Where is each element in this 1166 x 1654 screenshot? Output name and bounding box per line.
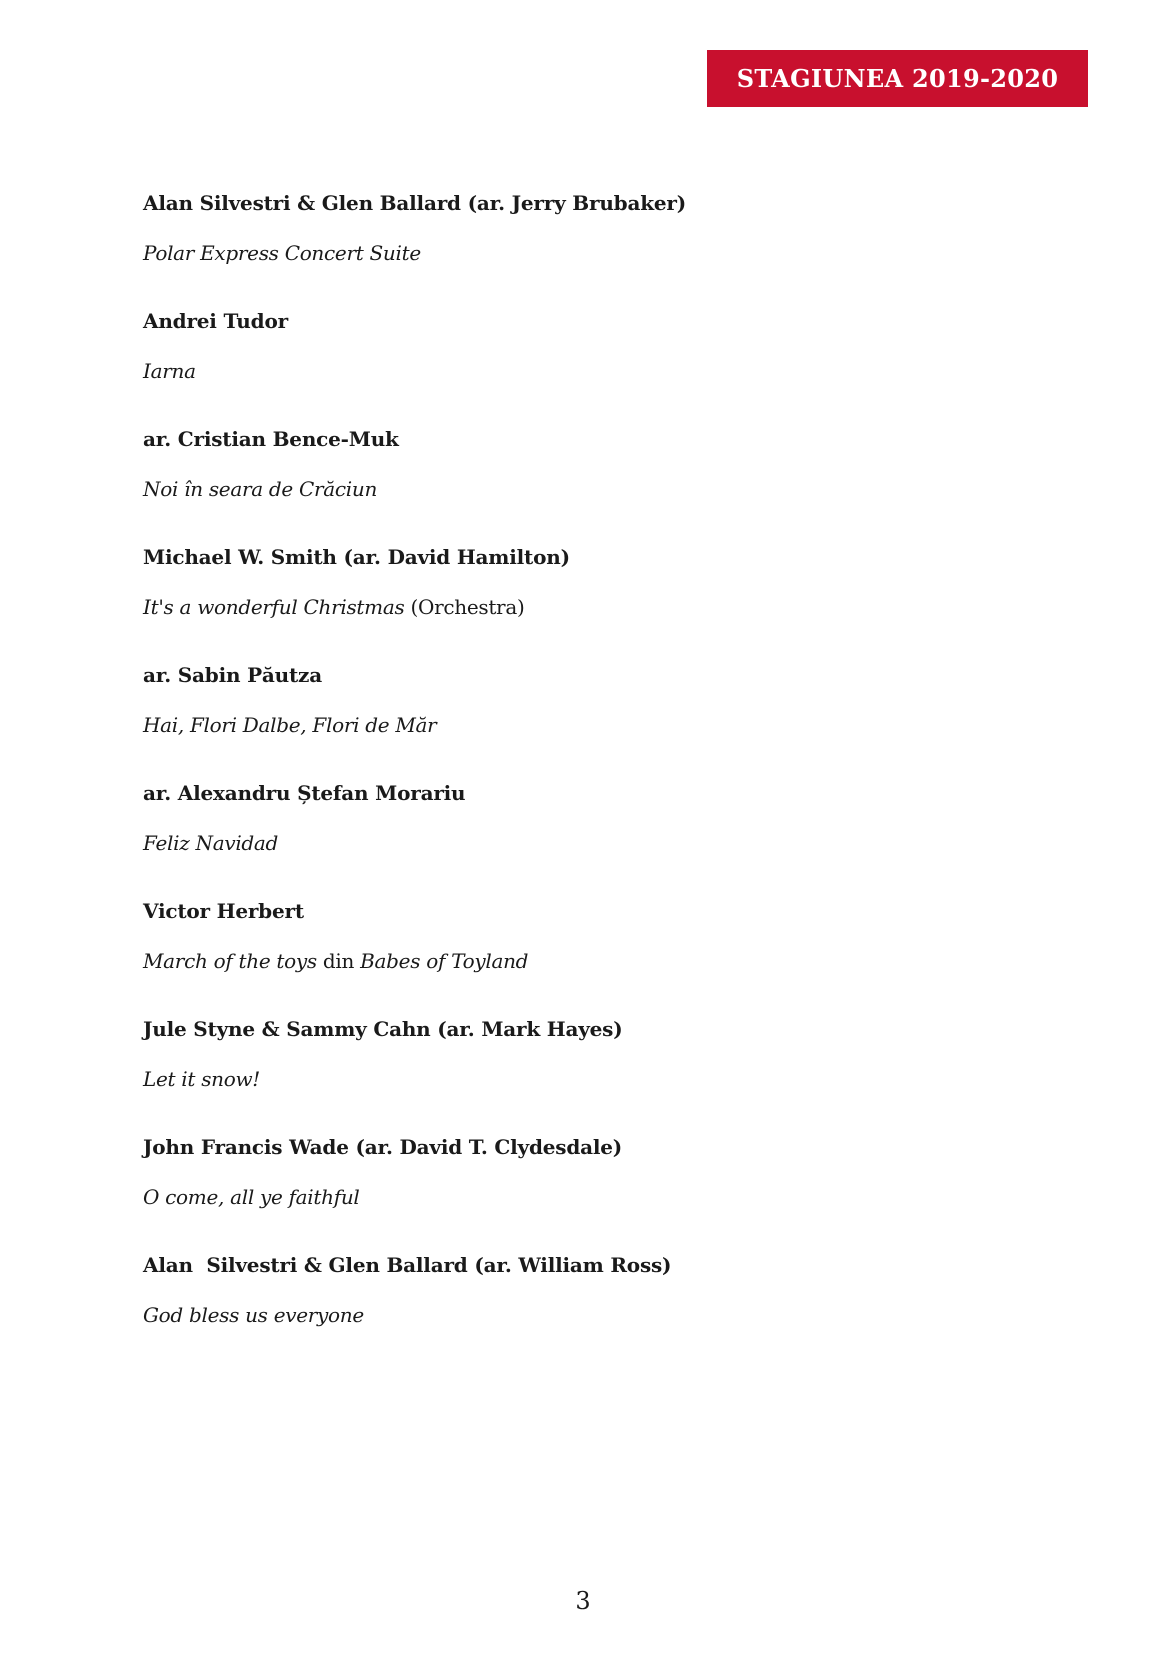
composer-name: John Francis Wade (ar. David T. Clydesdale) — [143, 1135, 623, 1159]
composer-name: ar. Cristian Bence-Muk — [143, 427, 399, 451]
work-title — [143, 936, 1103, 986]
program-item — [143, 768, 1103, 886]
composer-name: ar. Sabin Păutza — [143, 663, 322, 687]
work-title — [143, 700, 1103, 750]
program-list — [143, 178, 1103, 1358]
composer-name: ar. Alexandru Ștefan Morariu — [143, 781, 466, 805]
work-title — [143, 464, 1103, 514]
work-title — [143, 582, 1103, 632]
program-item — [143, 296, 1103, 414]
composer-name: Michael W. Smith (ar. David Hamilton) — [143, 545, 570, 569]
composer-name: Victor Herbert — [143, 899, 304, 923]
work-title-part: Noi în seara de Crăciun — [143, 477, 378, 501]
work-title-part: Iarna — [143, 359, 196, 383]
work-title — [143, 818, 1103, 868]
composer-name: Andrei Tudor — [143, 309, 288, 333]
program-item — [143, 650, 1103, 768]
work-title-part: O come, all ye faithful — [143, 1185, 360, 1209]
program-item — [143, 886, 1103, 1004]
composer-name: Alan Silvestri & Glen Ballard (ar. William Ross) — [143, 1253, 672, 1277]
work-title — [143, 346, 1103, 396]
work-title-part: God bless us everyone — [143, 1303, 364, 1327]
work-title-part: Let it snow! — [143, 1067, 261, 1091]
work-title-part: Babes of Toyland — [360, 949, 529, 973]
program-item — [143, 532, 1103, 650]
composer-name: Jule Styne & Sammy Cahn (ar. Mark Hayes) — [143, 1017, 623, 1041]
work-title-part: Hai, Flori Dalbe, Flori de Măr — [143, 713, 437, 737]
work-title — [143, 1290, 1103, 1340]
season-badge — [707, 50, 1088, 107]
program-item — [143, 1122, 1103, 1240]
page-number: 3 — [575, 1587, 591, 1615]
program-item — [143, 1004, 1103, 1122]
season-label: STAGIUNEA 2019-2020 — [736, 64, 1059, 93]
work-title — [143, 1054, 1103, 1104]
work-title-connector: din — [316, 949, 361, 973]
work-title-part: Polar Express Concert Suite — [143, 241, 421, 265]
work-title-part: It's a wonderful Christmas — [143, 595, 405, 619]
work-title-part: Feliz Navidad — [143, 831, 279, 855]
program-item — [143, 1240, 1103, 1358]
work-title-note: (Orchestra) — [404, 595, 525, 619]
program-item — [143, 178, 1103, 296]
program-item — [143, 414, 1103, 532]
work-title-part: March of the toys — [143, 949, 317, 973]
work-title — [143, 1172, 1103, 1222]
work-title — [143, 228, 1103, 278]
composer-name: Alan Silvestri & Glen Ballard (ar. Jerry Brubaker) — [143, 191, 686, 215]
